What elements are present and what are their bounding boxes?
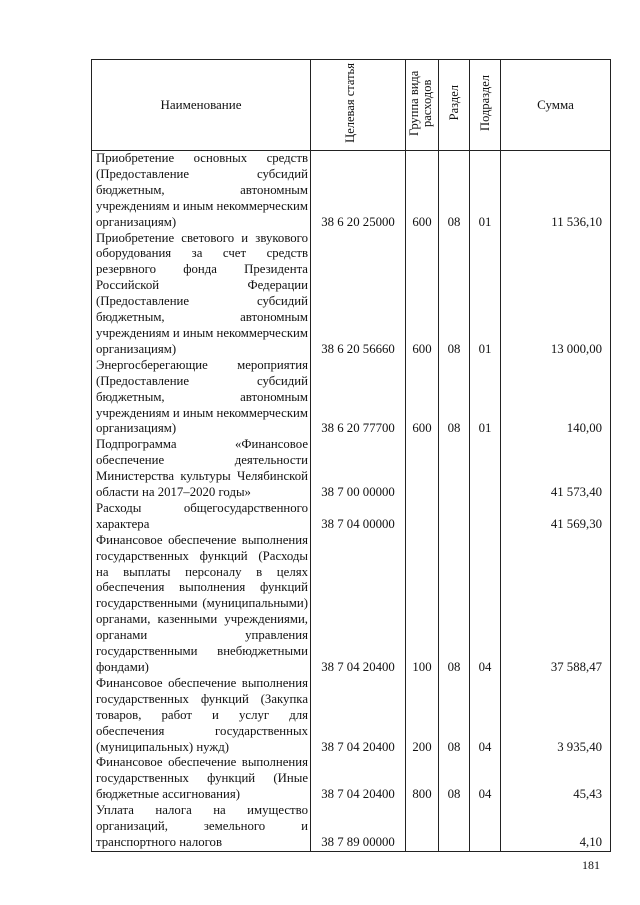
row-group: 600 [406, 151, 439, 231]
row-subsection [470, 437, 501, 501]
row-sum: 45,43 [501, 755, 611, 803]
row-name: Расходы общегосударственного характера [92, 501, 311, 533]
row-name: Подпрограмма «Финансовое обеспечение деятельности Министерства культуры Челябинской области на 2017–2020 годы» [92, 437, 311, 501]
page-number: 181 [582, 858, 600, 872]
header-target [311, 60, 406, 151]
row-section: 08 [439, 533, 470, 676]
row-subsection: 04 [470, 755, 501, 803]
table-row [92, 533, 611, 676]
table-row [92, 676, 611, 756]
row-section [439, 437, 470, 501]
row-group [406, 501, 439, 533]
table-header-row [92, 60, 611, 151]
row-target: 38 6 20 77700 [311, 358, 406, 438]
row-target: 38 6 20 56660 [311, 231, 406, 358]
row-sum: 37 588,47 [501, 533, 611, 676]
row-subsection [470, 803, 501, 851]
row-section: 08 [439, 676, 470, 756]
row-name: Приобретение основных средств (Предоставление субсидий бюджетным, автономным учреждениям и иным некоммерческим организациям) [92, 151, 311, 231]
row-target: 38 7 04 20400 [311, 533, 406, 676]
header-section [439, 60, 470, 151]
header-subsection [470, 60, 501, 151]
row-target: 38 7 04 20400 [311, 755, 406, 803]
row-target: 38 7 04 00000 [311, 501, 406, 533]
row-subsection: 01 [470, 151, 501, 231]
budget-table [91, 59, 611, 852]
header-section-text: Раздел [446, 85, 461, 121]
row-name: Финансовое обеспечение выполнения государственных функций (Иные бюджетные ассигнования) [92, 755, 311, 803]
row-group: 200 [406, 676, 439, 756]
row-sum: 140,00 [501, 358, 611, 438]
row-name: Финансовое обеспечение выполнения государственных функций (Закупка товаров, работ и услуг для обеспечения государственных (муниципальных) нужд) [92, 676, 311, 756]
table-row [92, 151, 611, 231]
row-section [439, 501, 470, 533]
header-name: Наименование [92, 60, 311, 151]
row-group [406, 437, 439, 501]
row-group: 600 [406, 358, 439, 438]
row-sum: 41 569,30 [501, 501, 611, 533]
row-subsection: 04 [470, 533, 501, 676]
row-target: 38 7 89 00000 [311, 803, 406, 851]
row-subsection: 01 [470, 231, 501, 358]
table-row [92, 501, 611, 533]
row-target: 38 7 00 00000 [311, 437, 406, 501]
header-target-text: Целевая статья [343, 63, 357, 143]
header-subsection-text: Подраздел [477, 75, 492, 131]
row-target: 38 6 20 25000 [311, 151, 406, 231]
row-group [406, 803, 439, 851]
table-row [92, 803, 611, 851]
row-group: 100 [406, 533, 439, 676]
row-sum: 4,10 [501, 803, 611, 851]
row-name: Энергосберегающие мероприятия (Предоставление субсидий бюджетным, автономным учреждениям и иным некоммерческим организациям) [92, 358, 311, 438]
row-sum: 13 000,00 [501, 231, 611, 358]
row-name: Уплата налога на имущество организаций, земельного и транспортного налогов [92, 803, 311, 851]
row-name: Приобретение светового и звукового оборудования за счет средств резервного фонда Президента Российской Федерации (Предоставление субсидий бюджетным, автономным учреждениям и иным некоммерческим организациям) [92, 231, 311, 358]
table-row [92, 755, 611, 803]
header-sum: Сумма [501, 60, 611, 151]
row-section: 08 [439, 231, 470, 358]
row-subsection [470, 501, 501, 533]
row-group: 800 [406, 755, 439, 803]
table-row [92, 437, 611, 501]
row-sum: 11 536,10 [501, 151, 611, 231]
row-group: 600 [406, 231, 439, 358]
row-name: Финансовое обеспечение выполнения государственных функций (Расходы на выплаты персоналу в целях обеспечения выполнения функций государственными (муниципальными) органами, казенными учреждениями, органами управления государственными внебюджетными фондами) [92, 533, 311, 676]
row-subsection: 01 [470, 358, 501, 438]
table-row [92, 231, 611, 358]
row-section: 08 [439, 755, 470, 803]
row-section: 08 [439, 151, 470, 231]
header-group [406, 60, 439, 151]
table-row [92, 358, 611, 438]
row-section: 08 [439, 358, 470, 438]
row-section [439, 803, 470, 851]
row-subsection: 04 [470, 676, 501, 756]
header-group-text: Группа вида расходов [407, 70, 434, 136]
row-sum: 3 935,40 [501, 676, 611, 756]
row-sum: 41 573,40 [501, 437, 611, 501]
row-target: 38 7 04 20400 [311, 676, 406, 756]
budget-table-page [91, 59, 610, 852]
